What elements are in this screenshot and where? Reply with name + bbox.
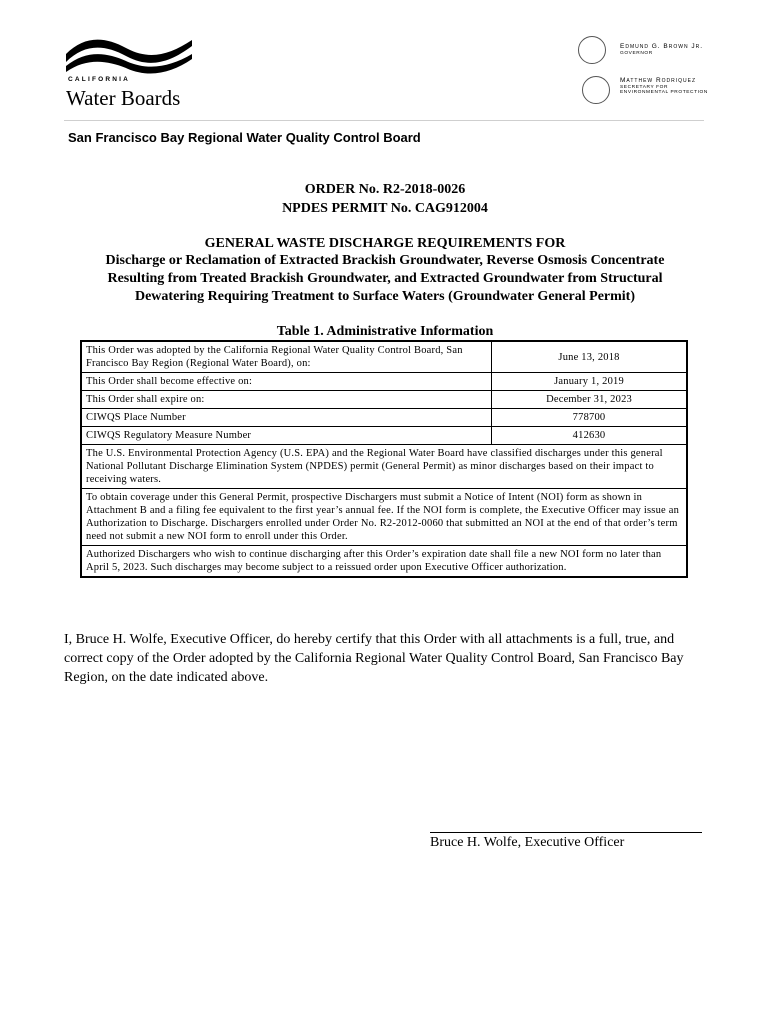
table-note: To obtain coverage under this General Permit, prospective Dischargers must submit a Notice of Intent (NOI) form as shown in Attachment B and a filing fee equivalent to the first year’s annual fee. If the NOI form is complete, the Executive Officer may issue an Authorization to Discharge. Dischargers enrolled under Order No. R2-2012-0060 that submitted an NOI at the end of that order’s term need not submit a new NOI form to enroll under this Order. xyxy=(81,489,687,546)
logo-name-text: Water Boards xyxy=(66,86,181,110)
state-seal-icon xyxy=(578,36,606,64)
table-note-row xyxy=(81,546,687,578)
certification-paragraph: I, Bruce H. Wolfe, Executive Officer, do hereby certify that this Order with all attachments is a full, true, and correct copy of the Order adopted by the California Regional Water Quality Control Board, San Francisco Bay Region, on the date indicated above. xyxy=(64,632,684,685)
table-note: Authorized Dischargers who wish to continue discharging after this Order’s expiration date shall file a new NOI form no later than April 5, 2023. Such discharges may become subject to a reissued order upon Executive Officer authorization. xyxy=(81,546,687,578)
row-label: This Order shall become effective on: xyxy=(81,373,492,391)
governor-block xyxy=(620,44,703,56)
board-name: San Francisco Bay Regional Water Quality Control Board xyxy=(68,130,421,145)
secretary-title-line2: ENVIRONMENTAL PROTECTION xyxy=(620,89,708,95)
table-row xyxy=(81,409,687,427)
table-row xyxy=(81,391,687,409)
secretary-block xyxy=(620,78,708,95)
heading-line-3: Resulting from Treated Brackish Groundwater, and Extracted Groundwater from Structural xyxy=(107,271,663,286)
permit-number: NPDES PERMIT No. CAG912004 xyxy=(282,201,488,216)
row-value: January 1, 2019 xyxy=(492,373,687,391)
table-note-row xyxy=(81,445,687,489)
calepa-seal-icon xyxy=(582,76,610,104)
logo-state-text: CALIFORNIA xyxy=(68,76,131,83)
signatory-name: Bruce H. Wolfe, Executive Officer xyxy=(430,835,625,850)
water-boards-logo xyxy=(64,34,204,110)
table-row xyxy=(81,427,687,445)
signature-line xyxy=(430,832,702,833)
heading-line-4: Dewatering Requiring Treatment to Surface Waters (Groundwater General Permit) xyxy=(134,289,635,304)
row-label: This Order shall expire on: xyxy=(81,391,492,409)
row-value: 778700 xyxy=(492,409,687,427)
secretary-title-line1: SECRETARY FOR xyxy=(620,84,669,90)
table-row xyxy=(81,373,687,391)
heading-line-1: GENERAL WASTE DISCHARGE REQUIREMENTS FOR xyxy=(204,236,566,251)
row-value: December 31, 2023 xyxy=(492,391,687,409)
table-caption: Table 1. Administrative Information xyxy=(276,324,494,339)
header-divider xyxy=(64,120,704,121)
governor-name: Edmund G. Brown Jr. xyxy=(620,43,704,50)
row-value: June 13, 2018 xyxy=(492,341,687,373)
table-note-row xyxy=(81,489,687,546)
row-label: CIWQS Place Number xyxy=(81,409,492,427)
row-label: This Order was adopted by the California Regional Water Quality Control Board, San Francisco Bay Region (Regional Water Board), on: xyxy=(81,341,492,373)
administrative-info-table xyxy=(80,340,688,578)
waves-icon xyxy=(64,34,196,78)
row-value: 412630 xyxy=(492,427,687,445)
row-label: CIWQS Regulatory Measure Number xyxy=(81,427,492,445)
heading-line-2: Discharge or Reclamation of Extracted Brackish Groundwater, Reverse Osmosis Concentrate xyxy=(105,253,665,268)
order-number: ORDER No. R2-2018-0026 xyxy=(304,182,466,197)
secretary-name: Matthew Rodriquez xyxy=(620,77,697,84)
table-note: The U.S. Environmental Protection Agency (U.S. EPA) and the Regional Water Board have classified discharges under this general National Pollutant Discharge Elimination System (NPDES) permit (General Permit) as minor discharges based on their impact to receiving waters. xyxy=(81,445,687,489)
table-row xyxy=(81,341,687,373)
governor-title: GOVERNOR xyxy=(620,50,653,56)
